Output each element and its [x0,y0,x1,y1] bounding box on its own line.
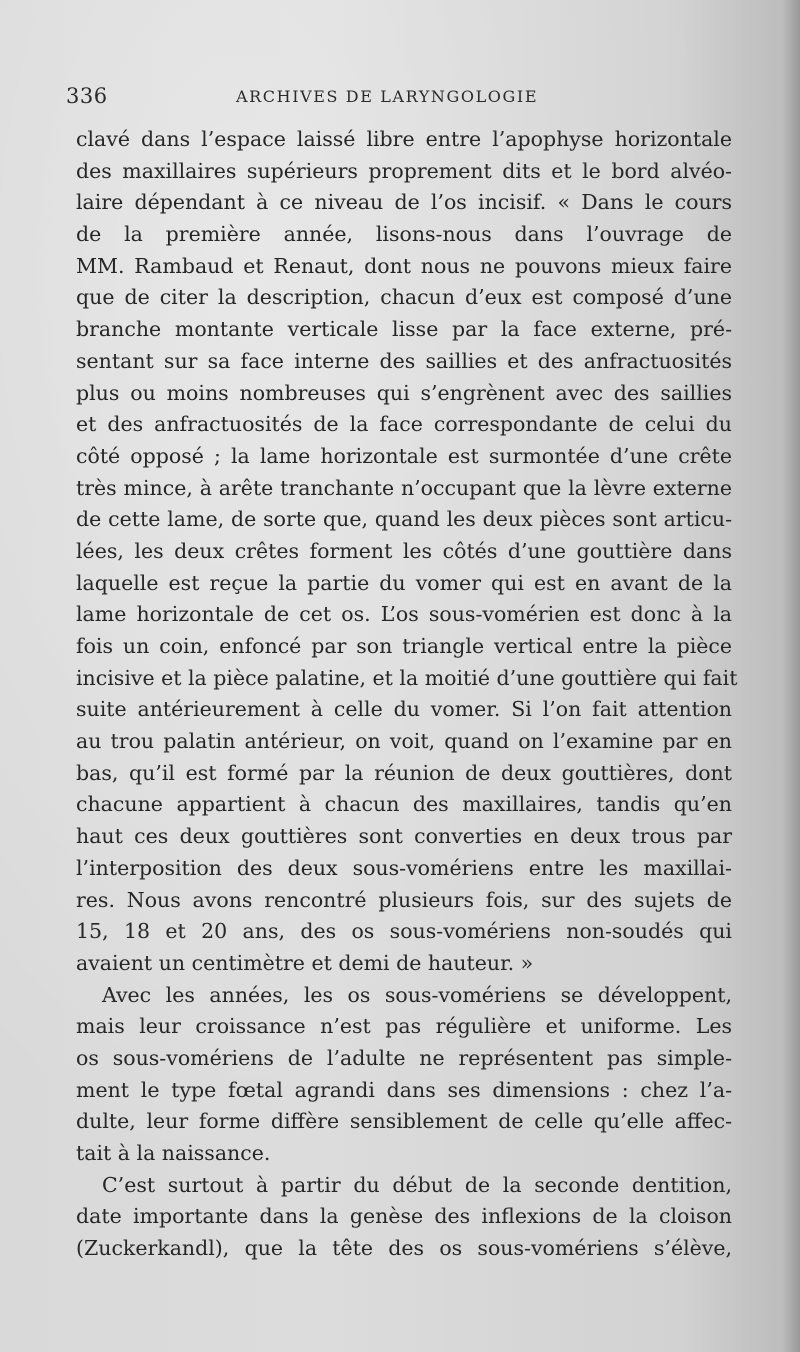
text-line: lame horizontale de cet os. L’os sous-vomérien est donc à la [76,602,732,627]
text-line: et des anfractuosités de la face correspondante de celui du [76,412,732,437]
text-line: dulte, leur forme diffère sensiblement de celle qu’elle affec- [76,1109,732,1134]
text-line: 15, 18 et 20 ans, des os sous-vomériens non-soudés qui [76,919,732,944]
text-line: date importante dans la genèse des inflexions de la cloison [76,1204,732,1229]
text-line: suite antérieurement à celle du vomer. Si l’on fait attention [76,697,732,722]
text-line: que de citer la description, chacun d’eux est composé d’une [76,285,732,310]
text-line: fois un coin, enfoncé par son triangle vertical entre la pièce [76,634,732,658]
text-line: de la première année, lisons-nous dans l’ouvrage de [76,222,732,247]
running-head: ARCHIVES DE LARYNGOLOGIE [236,87,539,106]
text-line: Avec les années, les os sous-vomériens se développent, [102,982,732,1007]
body-text [76,124,738,1265]
text-line: laire dépendant à ce niveau de l’os incisif. « Dans le cours [76,190,732,215]
text-line: côté opposé ; la lame horizontale est surmontée d’une crête [76,443,732,468]
text-line: os sous-vomériens de l’adulte ne représentent pas simple- [76,1045,732,1070]
text-line: l’interposition des deux sous-vomériens entre les maxillai- [76,855,732,880]
text-line: plus ou moins nombreuses qui s’engrènent avec des saillies [76,380,732,405]
text-line: lées, les deux crêtes forment les côtés d’une gouttière dans [76,538,732,563]
text-line: chacune appartient à chacun des maxillaires, tandis qu’en [76,792,732,817]
page-number: 336 [66,84,108,108]
paragraph-1 [76,124,738,980]
text-line: sentant sur sa face interne des saillies et des anfractuosités [76,348,732,373]
text-line: haut ces deux gouttières sont converties en deux trous par [76,824,732,849]
text-line: laquelle est reçue la partie du vomer qui est en avant de la [76,570,732,595]
text-line: clavé dans l’espace laissé libre entre l’apophyse horizontale [76,127,732,151]
text-line: très mince, à arête tranchante n’occupant que la lèvre externe [76,475,732,500]
text-line: tait à la naissance. [76,1141,271,1165]
text-line: des maxillaires supérieurs proprement dits et le bord alvéo- [76,158,732,183]
text-line: (Zuckerkandl), que la tête des os sous-vomériens s’élève, [76,1236,732,1261]
paragraph-2 [76,980,732,1170]
text-line: MM. Rambaud et Renaut, dont nous ne pouvons mieux faire [76,253,732,278]
text-line: avaient un centimètre et demi de hauteur. » [76,950,534,975]
text-line: C’est surtout à partir du début de la seconde dentition, [102,1172,732,1197]
text-line: res. Nous avons rencontré plusieurs fois, sur des sujets de [76,887,732,912]
text-line: de cette lame, de sorte que, quand les deux pièces sont articu- [76,507,732,532]
text-line: incisive et la pièce palatine, et la moitié d’une gouttière qui fait [76,665,738,690]
text-line: au trou palatin antérieur, on voit, quand on l’examine par en [76,729,732,754]
text-line: bas, qu’il est formé par la réunion de deux gouttières, dont [76,760,732,785]
text-line: ment le type fœtal agrandi dans ses dimensions : chez l’a- [76,1077,732,1102]
page-header [66,84,726,114]
page-edge-shadow [782,0,800,1352]
text-line: branche montante verticale lisse par la face externe, pré- [76,317,732,342]
paragraph-3 [76,1170,732,1265]
text-line: mais leur croissance n’est pas régulière et uniforme. Les [76,1014,732,1039]
